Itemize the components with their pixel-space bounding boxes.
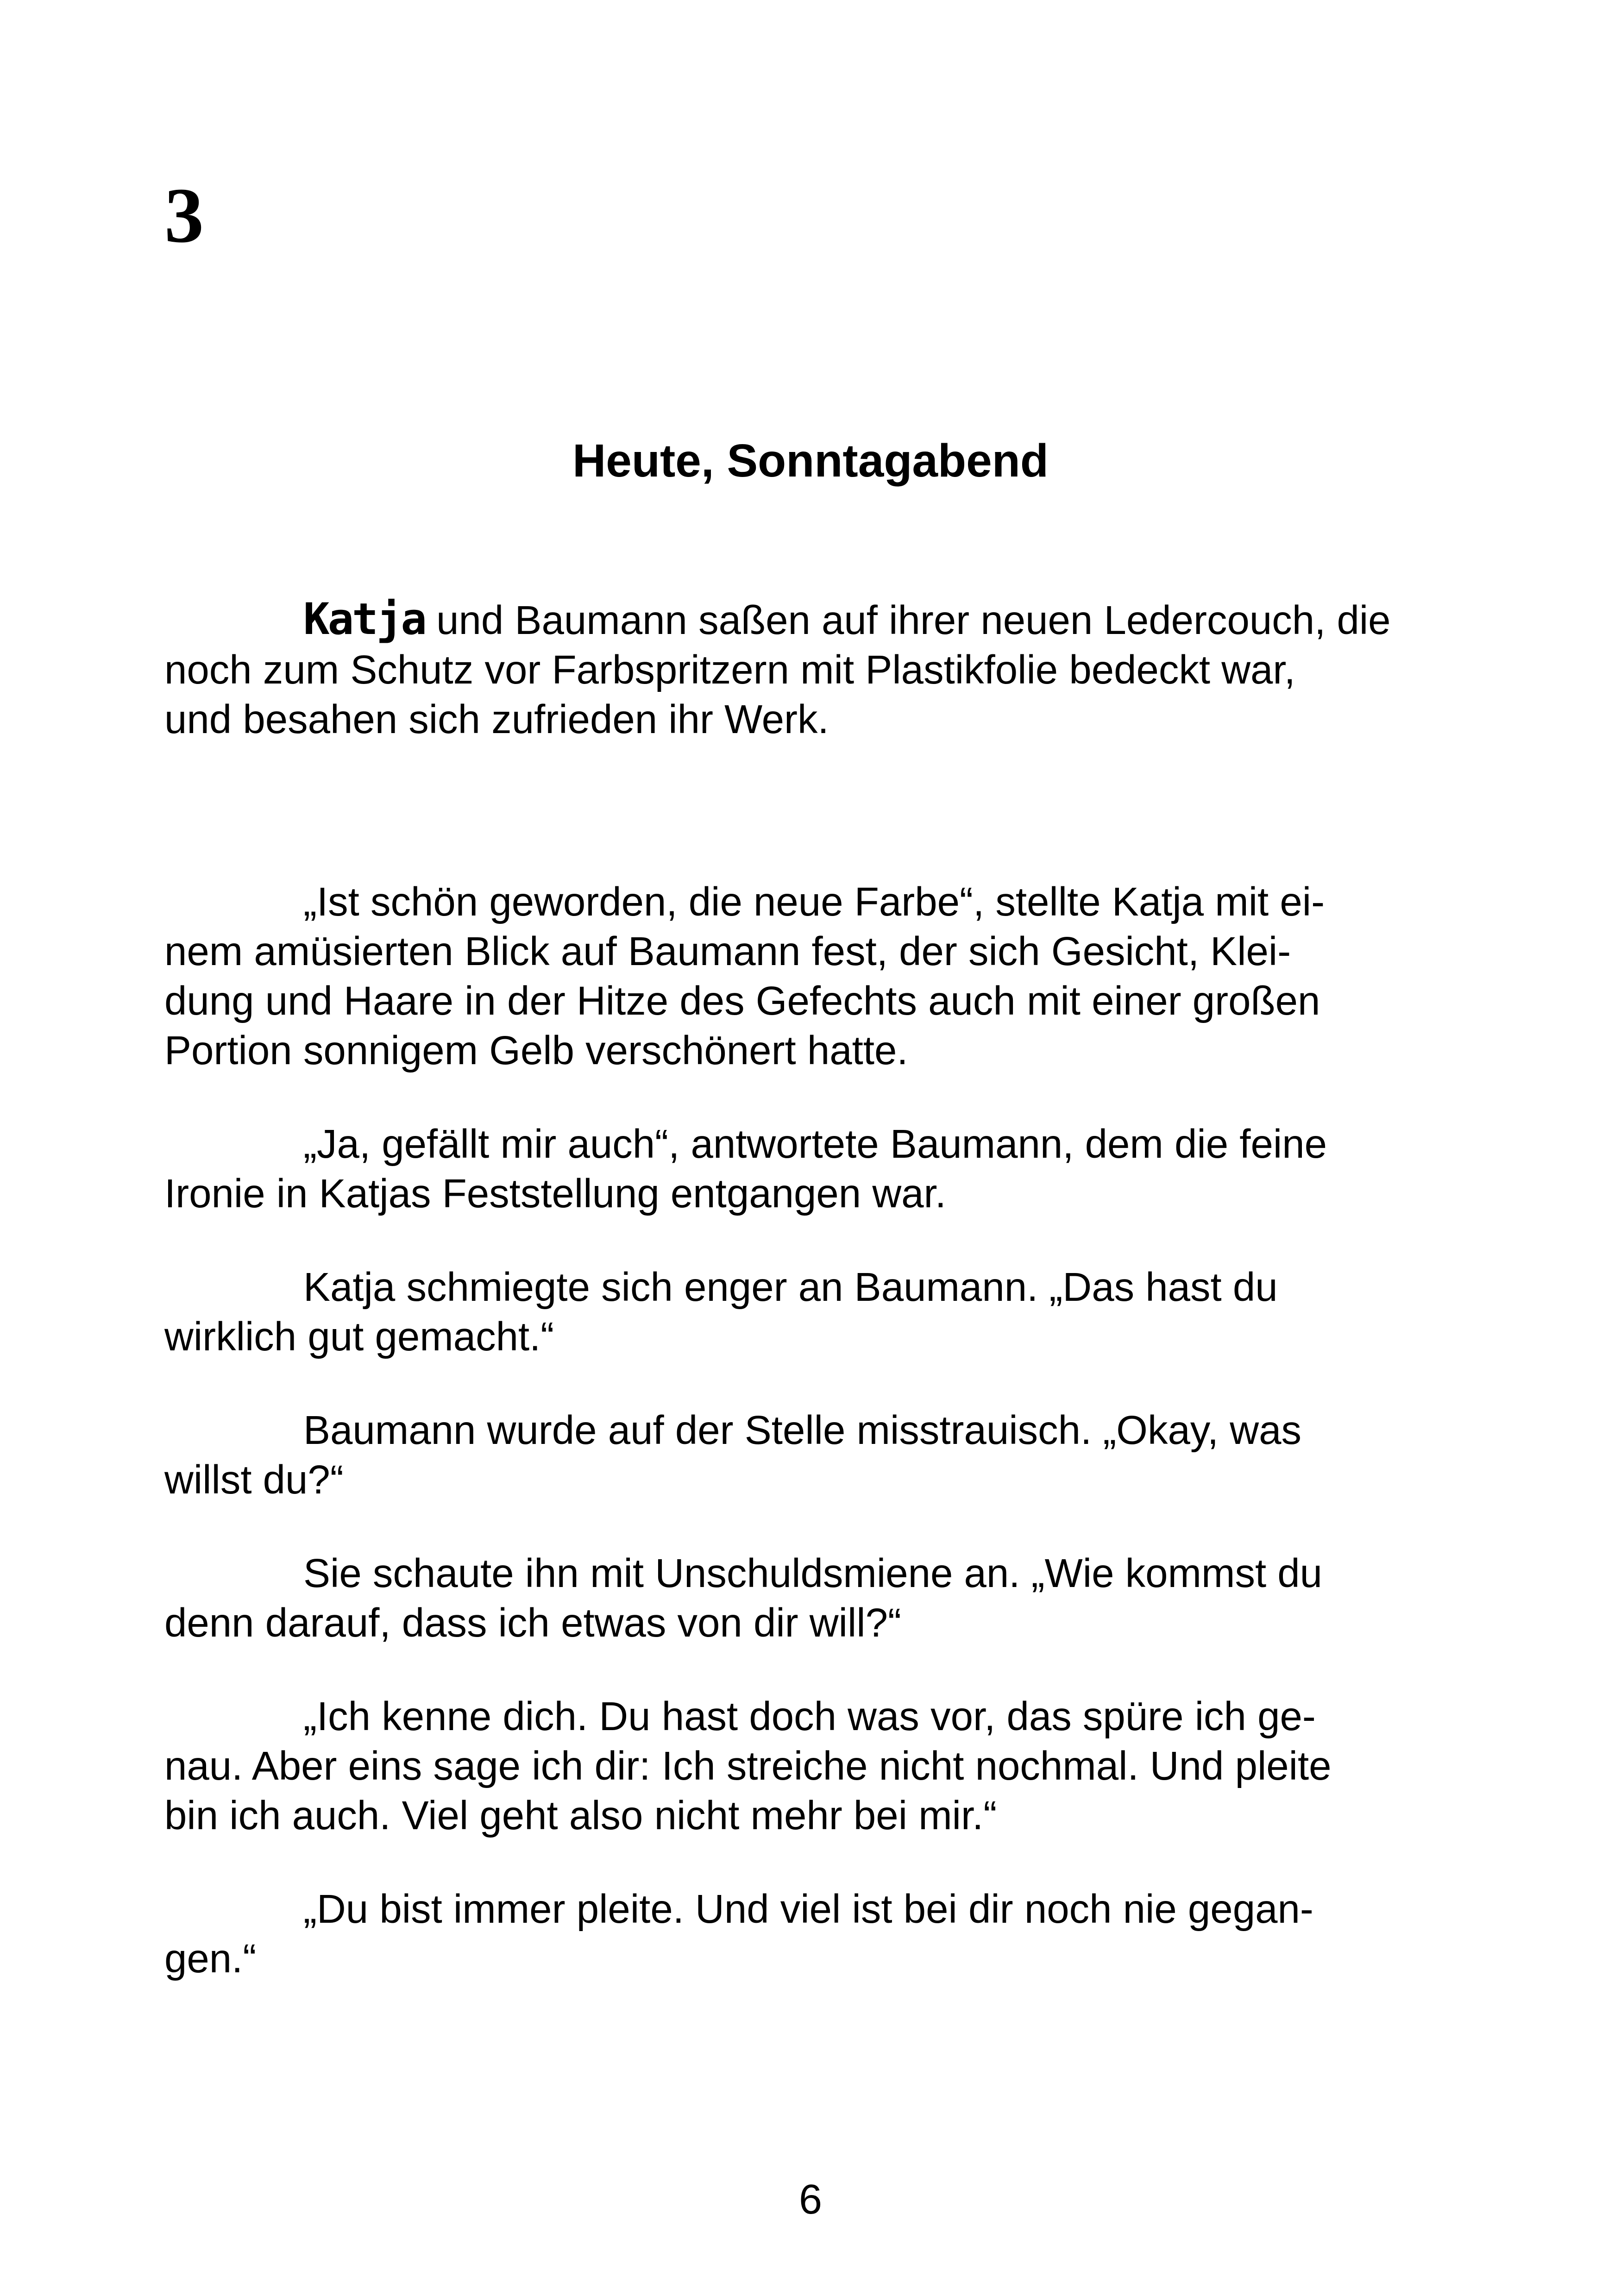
chapter-number: 3 — [164, 172, 204, 259]
dialogue-block — [164, 877, 1443, 2027]
intro-block — [164, 595, 1443, 788]
paragraph: „Ja, gefällt mir auch“, antwortete Baumann, dem die feine Ironie in Katjas Feststellung entgangen war. — [164, 1122, 1327, 1216]
paragraph: Katja schmiegte sich enger an Baumann. „Das hast du wirklich gut gemacht.“ — [164, 1265, 1278, 1359]
paragraph: Baumann wurde auf der Stelle misstrauisch. „Okay, was willst du?“ — [164, 1408, 1301, 1502]
paragraph: „Ist schön geworden, die neue Farbe“, stellte Katja mit ei- nem amüsierten Blick auf Baumann fest, der sich Gesicht, Klei- dung und Haare in der Hitze des Gefechts auch mit einer großen Portion sonnigem Gelb verschönert hatte. — [164, 879, 1325, 1073]
character-name: Katja — [303, 594, 425, 645]
section-title: Heute, Sonntagabend — [572, 435, 1049, 487]
page-number: 6 — [798, 2177, 823, 2223]
paragraph: „Ich kenne dich. Du hast doch was vor, das spüre ich ge- nau. Aber eins sage ich dir: Ich streiche nicht nochmal. Und pleite bin ich auch. Viel geht also nicht mehr bei mir.“ — [164, 1694, 1332, 1838]
intro-paragraph — [164, 595, 1443, 744]
paragraph: „Du bist immer pleite. Und viel ist bei dir noch nie gegan- gen.“ — [164, 1887, 1313, 1981]
paragraph: Sie schaute ihn mit Unschuldsmiene an. „Wie kommst du denn darauf, dass ich etwas von dir will?“ — [164, 1551, 1323, 1645]
intro-text: und Baumann saßen auf ihrer neuen Ledercouch, die noch zum Schutz vor Farbspritzern mit Plastikfolie bedeckt war, und besahen sich zufrieden ihr Werk. — [164, 598, 1391, 742]
